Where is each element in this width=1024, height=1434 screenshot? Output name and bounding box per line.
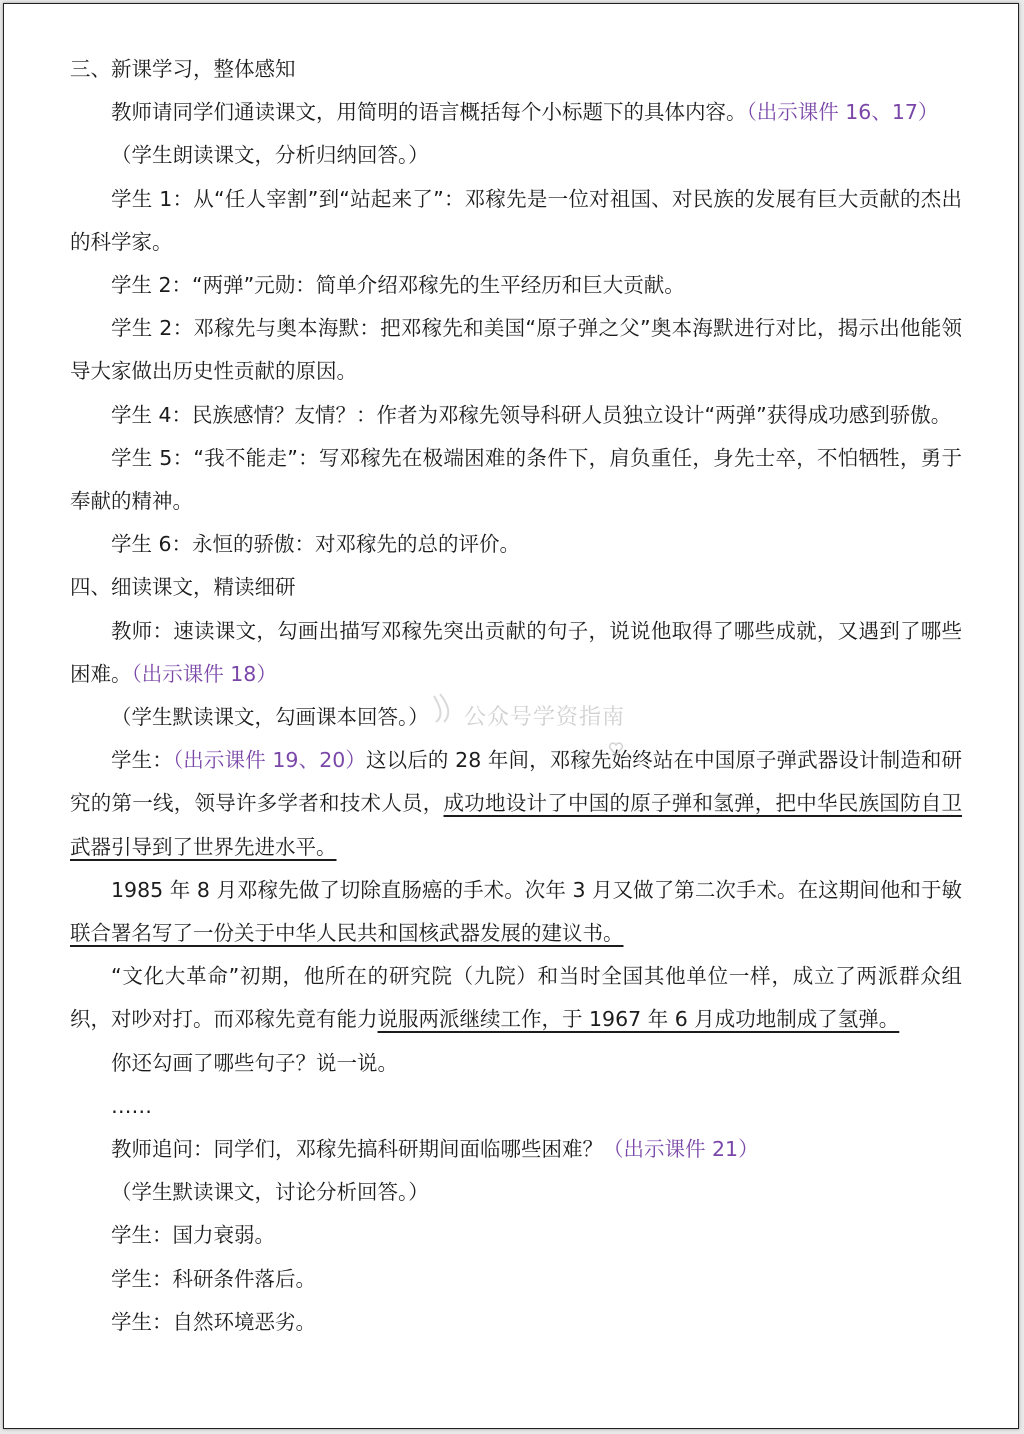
slide-reference: （出示课件 16、17） bbox=[746, 100, 939, 125]
paragraph-text: 教师追问：同学们，邓稼先搞科研期间面临哪些困难？ bbox=[111, 1137, 603, 1162]
slide-reference: （出示课件 21） bbox=[603, 1137, 759, 1162]
paragraph: 学生 4：民族感情？友情？：作者为邓稼先领导科研人员独立设计“两弹”获得成功感到骄傲。 bbox=[111, 402, 952, 427]
slide-reference: （出示课件 19、20） bbox=[172, 748, 367, 773]
paragraph: 你还勾画了哪些句子？说一说。 bbox=[111, 1050, 398, 1075]
section-heading: 四、细读课文，精读细研 bbox=[70, 575, 296, 600]
paragraph: （学生朗读课文，分析归纳回答。） bbox=[111, 143, 429, 168]
paragraph: 学生：国力衰弱。 bbox=[111, 1223, 275, 1248]
paragraph: （学生默读课文，勾画课本回答。） bbox=[111, 705, 429, 730]
paragraph bbox=[70, 1128, 962, 1171]
paragraph: 学生 5：“我不能走”：写邓稼先在极端困难的条件下，肩负重任，身先士卒，不怕牺牲，勇于奉献的精神。 bbox=[70, 445, 962, 514]
paragraph: 学生 1：从“任人宰割”到“站起来了”：邓稼先是一位对祖国、对民族的发展有巨大贡献的杰出的科学家。 bbox=[70, 186, 962, 254]
paragraph: …… bbox=[111, 1093, 152, 1118]
paragraph-text: 教师请同学们通读课文，用简明的语言概括每个小标题下的具体内容。 bbox=[111, 100, 747, 125]
section-heading: 三、新课学习，整体感知 bbox=[70, 57, 296, 81]
slide-reference: （出示课件 18） bbox=[131, 661, 277, 686]
paragraph bbox=[70, 869, 962, 955]
paragraph: （学生默读课文，讨论分析回答。） bbox=[111, 1180, 429, 1205]
paragraph-text: 教师：速读课文，勾画出描写邓稼先突出贡献的句子，说说他取得了哪些成就，又遇到了哪些困难。 bbox=[70, 618, 962, 686]
paragraph: 学生：科研条件落后。 bbox=[111, 1266, 316, 1291]
paragraph-text: “文化大革命”初期，他所在的研究院（九院）和当时全国其他单位一样，成立了两派群众组织，对吵对打。而邓稼先竟有能力 bbox=[70, 964, 962, 1032]
paragraph bbox=[70, 91, 962, 134]
document-page bbox=[3, 3, 1019, 1429]
paragraph: 学生 2：“两弹”元勋：简单介绍邓稼先的生平经历和巨大贡献。 bbox=[111, 273, 685, 298]
paragraph-text: 1985 年 8 月邓稼先做了切除直肠癌的手术。次年 3 月又做了第二次手术。在这期间他和于敏 bbox=[111, 877, 962, 902]
paragraph bbox=[70, 955, 962, 1041]
paragraph: 学生 2：邓稼先与奥本海默：把邓稼先和美国“原子弹之父”奥本海默进行对比，揭示出他能领导大家做出历史性贡献的原因。 bbox=[70, 316, 962, 384]
watermark-text: 公众号学资指南 bbox=[464, 705, 626, 730]
underlined-text: 说服两派继续工作，于 1967 年 6 月成功地制成了氢弹。 bbox=[377, 1007, 900, 1032]
document-body bbox=[70, 48, 962, 1344]
underlined-text: 联合署名写了一份关于中华人民共和国核武器发展的建议书。 bbox=[70, 921, 624, 946]
paragraph bbox=[70, 610, 962, 696]
underlined-text: 成功地设计了中国的原子弹和氢弹，把中华民族国防自卫武器引导到了世界先进水平。 bbox=[70, 791, 962, 859]
paragraph bbox=[70, 739, 962, 869]
paragraph-text: 学生： bbox=[111, 748, 173, 773]
paragraph: 学生：自然环境恶劣。 bbox=[111, 1309, 316, 1334]
paragraph: 学生 6：永恒的骄傲：对邓稼先的总的评价。 bbox=[111, 532, 521, 557]
paragraph-text: 这以后的 28 年间，邓稼先始终站在中国原子弹武器设计制造和研究的第一线，领导许多学者和技术人员， bbox=[70, 748, 963, 816]
